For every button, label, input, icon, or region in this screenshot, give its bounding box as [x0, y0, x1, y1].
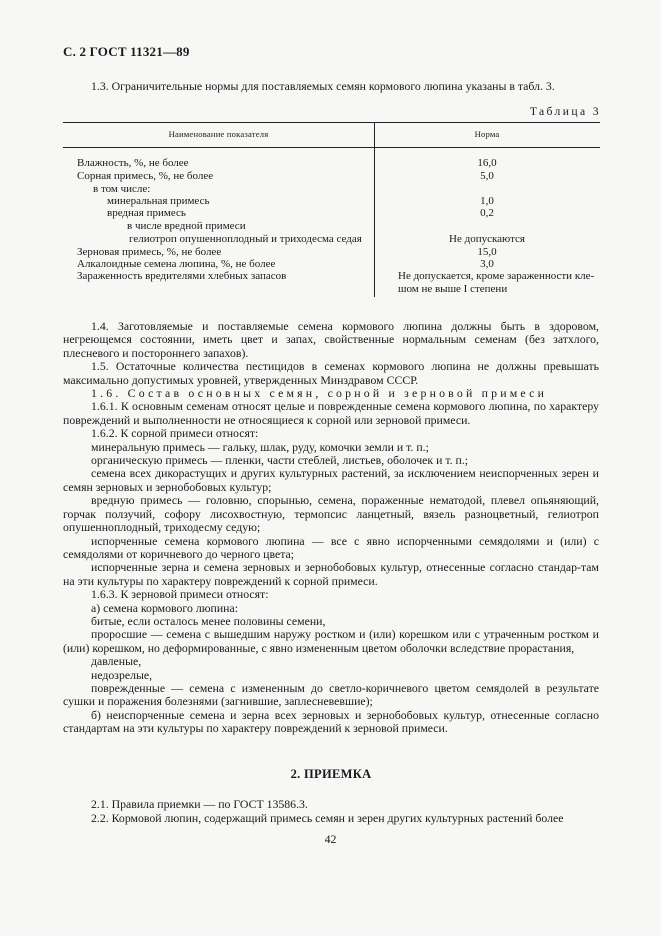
paragraph-2-2: 2.2. Кормовой люпин, содержащий примесь семян и зерен других культурных растений более — [91, 811, 564, 825]
paragraph-2-1: 2.1. Правила приемки — по ГОСТ 13586.3. — [91, 797, 308, 811]
row-name: Сорная примесь, %, не более — [77, 170, 214, 182]
list-item: битые, если осталось менее половины семени, — [91, 613, 326, 628]
section-text — [63, 797, 599, 825]
list-item: проросшие — семена с вышедшим наружу ростком и (или) корешком или с утраченным ростком и (или) корешком, но деформированные, с явно измененным цветом оболочки вследствие прорастания, — [63, 627, 599, 655]
table-caption: Таблица 3 — [529, 105, 601, 118]
intro-paragraph: 1.3. Ограничительные нормы для поставляемых семян кормового люпина указаны в табл. 3. — [91, 79, 555, 93]
row-name: в том числе: — [93, 183, 151, 195]
table-row — [63, 195, 600, 207]
row-value: 15,0 — [477, 246, 497, 258]
list-item: б) неиспорченные семена и зерна всех зерновых и зернобобовых культур, отнесенные согласно стандартам на эти культуры по характеру повреждений к зерновой примеси. — [63, 707, 599, 736]
column-header-name: Наименование показателя — [168, 129, 269, 139]
row-value: Не допускаются — [449, 233, 525, 245]
page-number: 42 — [324, 832, 337, 846]
paragraph-1-6-1: 1.6.1. К основным семенам относят целые и поврежденные семена кормового люпина, по характеру повреждений и выполненности не относящиеся к сорной или зерновой примеси. — [63, 399, 599, 427]
paragraph-1-5: 1.5. Остаточные количества пестицидов в семенах кормового люпина не должны превышать максимально допустимых уровней, утвержденных Минздравом СССР. — [63, 359, 599, 387]
body-text — [63, 320, 599, 736]
section-title: 2. ПРИЕМКА — [290, 767, 372, 781]
subsection-title-1-6: 1.6. Состав основных семян, сорной и зерновой примеси — [91, 386, 548, 401]
list-item: давленые, — [91, 654, 142, 669]
row-value: 3,0 — [480, 258, 494, 270]
row-value: 1,0 — [480, 195, 494, 207]
row-value: 5,0 — [480, 170, 494, 182]
paragraph-1-4: 1.4. Заготовляемые и поставляемые семена кормового люпина должны быть в здоровом, негреющемся состоянии, иметь цвет и запах, свойственные нормальным семенам (без затхлого, плесневого и постороннего запахов). — [63, 319, 599, 360]
row-name: Алкалоидные семена люпина, %, не более — [77, 258, 276, 270]
column-header-norm: Норма — [474, 129, 500, 139]
row-value: Не допускается, кроме зараженности кле-шом не выше I степени — [398, 270, 595, 295]
list-item: вредную примесь — головню, спорынью, семена, пораженные нематодой, плевел опьяняющий, горчак ползучий, софору лисохвостную, термопсис ланцетный, вязель разноцветный, гелиотроп опушеннoплодный, триходесму седую; — [63, 493, 599, 535]
table-header-rule — [63, 147, 600, 148]
table-top-rule — [63, 122, 600, 123]
row-name: Зерновая примесь, %, не более — [77, 246, 222, 258]
table-row — [63, 207, 600, 219]
page-header: С. 2 ГОСТ 11321—89 — [63, 44, 190, 59]
list-item: поврежденные — семена с измененным до светло-коричневого цветом семядолей в результате сушки и поражения болезнями (загнившие, заплесневевшие); — [63, 680, 599, 709]
table-row — [63, 270, 600, 296]
list-item: испорченные зерна и семена зерновых и зернобобовых культур, отнесенные согласно стандар-там на эти культуры по характеру повреждений к сорной примеси. — [63, 560, 599, 588]
table-row — [63, 157, 600, 169]
row-name: минеральная примесь — [107, 195, 210, 207]
list-item: минеральную примесь — гальку, шлак, руду, комочки земли и т. п.; — [91, 439, 429, 454]
table-row — [63, 220, 600, 232]
list-item: испорченные семена кормового люпина — все с явно испорченными семядолями и (или) с семядолями от коричневого до черного цвета; — [63, 533, 599, 561]
row-name: в числе вредной примеси — [127, 220, 246, 232]
list-item: семена всех дикорастущих и других культурных растений, за исключением неиспорченных зерен и семян зерновых и зернобобовых культур; — [63, 466, 599, 494]
list-item: органическую примесь — пленки, части стеблей, листьев, оболочек и т. п.; — [91, 453, 469, 468]
row-name: Влажность, %, не более — [77, 157, 189, 169]
table-row — [63, 258, 600, 270]
table-row — [63, 233, 600, 245]
paragraph-1-6-3: 1.6.3. К зерновой примеси относят: — [91, 587, 269, 602]
list-item: а) семена кормового люпина: — [91, 600, 238, 615]
paragraph-1-6-2: 1.6.2. К сорной примеси относят: — [91, 426, 259, 441]
table-row — [63, 170, 600, 182]
row-name: Зараженность вредителями хлебных запасов — [77, 270, 287, 282]
list-item: недозрелые, — [91, 667, 153, 682]
row-value: 0,2 — [480, 207, 494, 219]
table-row — [63, 246, 600, 258]
table-row — [63, 183, 600, 195]
row-value: 16,0 — [477, 157, 497, 169]
norms-table — [63, 122, 600, 297]
row-name: вредная примесь — [107, 207, 186, 219]
row-name: гелиотроп опушеннoплодный и триходесма седая — [129, 233, 362, 245]
